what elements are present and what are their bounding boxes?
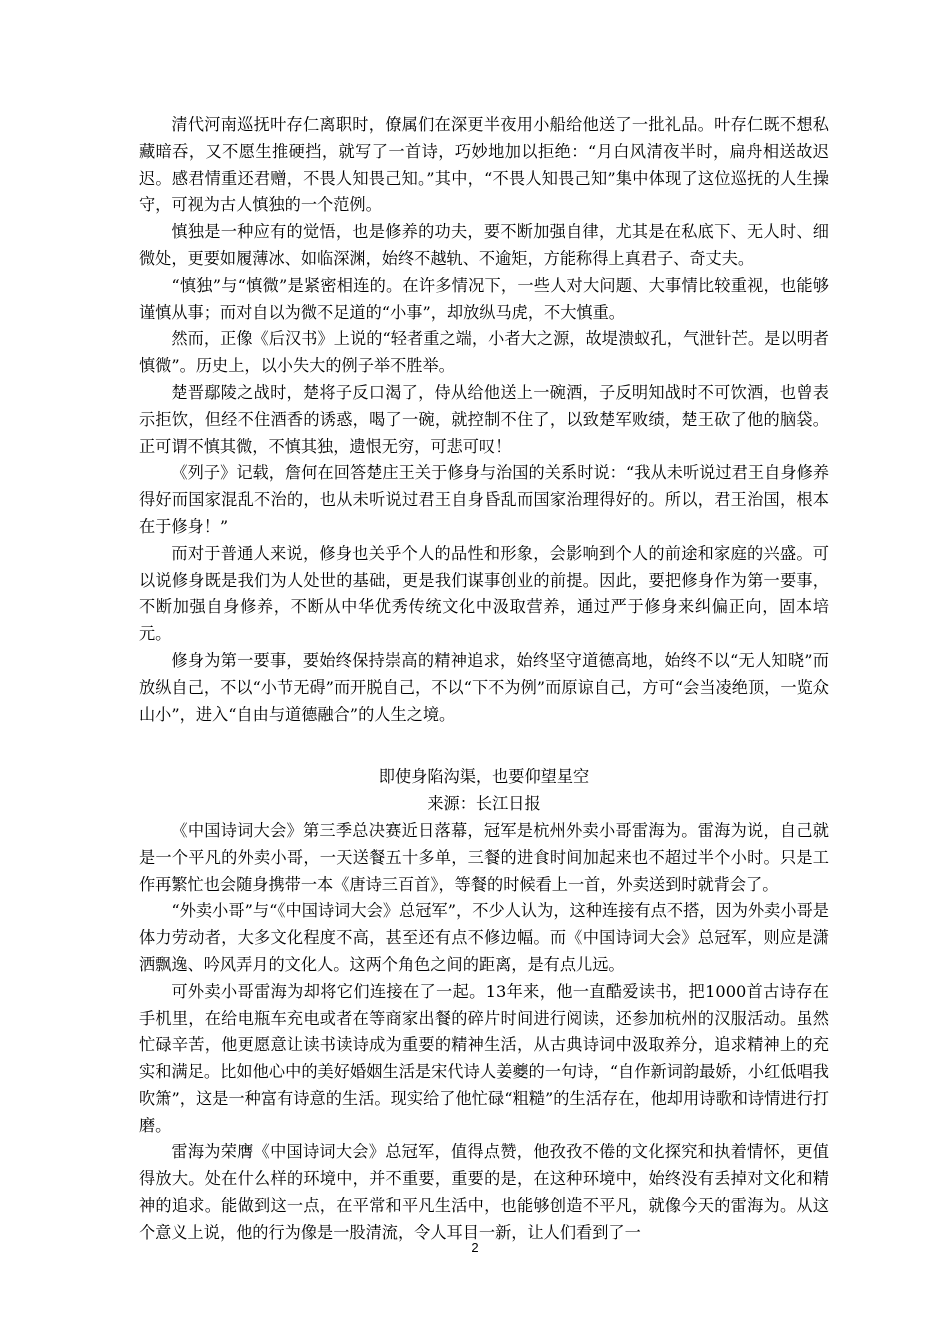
paragraph: 然而，正像《后汉书》上说的“轻者重之端，小者大之源，故堤溃蚁孔，气泄针芒。是以明者慎微”。历史上，以小失大的例子举不胜举。 [139,329,829,376]
paragraph: 楚晋鄢陵之战时，楚将子反口渴了，侍从给他送上一碗酒，子反明知战时不可饮酒，也曾表示拒饮，但经不住酒香的诱惑，喝了一碗，就控制不住了，以致楚军败绩，楚王砍了他的脑袋。正可谓不慎其微，不慎其独，遗恨无穷，可悲可叹！ [139,382,829,456]
article-source: 来源：长江日报 [427,794,541,814]
paragraph: 可外卖小哥雷海为却将它们连接在了一起。13年来，他一直酷爱读书，把1000首古诗存在手机里，在给电瓶车充电或者在等商家出餐的碎片时间进行阅读，还参加杭州的汉服活动。虽然忙碌辛苦，他更愿意让读书读诗成为重要的精神生活，从古典诗词中汲取养分，追求精神上的充实和满足。比如他心中的美好婚姻生活是宋代诗人姜夔的一句诗，“自作新词韵最娇，小红低唱我吹箫”，这是一种富有诗意的生活。现实给了他忙碌“粗糙”的生活存在，他却用诗歌和诗情进行打磨。 [139,981,829,1135]
paragraph: 而对于普通人来说，修身也关乎个人的品性和形象，会影响到个人的前途和家庭的兴盛。可以说修身既是我们为人处世的基础，更是我们谋事创业的前提。因此，要把修身作为第一要事，不断加强自身修养，不断从中华优秀传统文化中汲取营养，通过严于修身来纠偏正向，固本培元。 [139,543,829,644]
paragraph: 慎独是一种应有的觉悟，也是修养的功夫，要不断加强自律，尤其是在私底下、无人时、细微处，更要如履薄冰、如临深渊，始终不越轨、不逾矩，方能称得上真君子、奇丈夫。 [139,222,829,268]
page-content [139,112,829,1247]
paragraph: “慎独”与“慎微”是紧密相连的。在许多情况下，一些人对大问题、大事情比较重视，也能够谨慎从事；而对自以为微不足道的“小事”，却放纵马虎，不大慎重。 [139,275,829,322]
page-number: 2 [471,1240,479,1255]
paragraph: 清代河南巡抚叶存仁离职时，僚属们在深更半夜用小船给他送了一批礼品。叶存仁既不想私藏暗吞，又不愿生推硬挡，就写了一首诗，巧妙地加以拒绝：“月白风清夜半时，扁舟相送故迟迟。感君情重还君赠，不畏人知畏己知。”其中，“不畏人知畏己知”集中体现了这位巡抚的人生操守，可视为古人慎独的一个范例。 [139,115,829,215]
article-title: 即使身陷沟渠，也要仰望星空 [378,767,590,787]
paragraph: 雷海为荣膺《中国诗词大会》总冠军，值得点赞，他孜孜不倦的文化探究和执着情怀，更值得放大。处在什么样的环境中，并不重要，重要的是，在这种环境中，始终没有丢掉对文化和精神的追求。能做到这一点，在平常和平凡生活中，也能够创造不平凡，就像今天的雷海为。从这个意义上说，他的行为像是一股清流，令人耳目一新，让人们看到了一 [139,1142,829,1242]
paragraph: 《列子》记载，詹何在回答楚庄王关于修身与治国的关系时说：“我从未听说过君王自身修养得好而国家混乱不治的，也从未听说过君王自身昏乱而国家治理得好的。所以，君王治国，根本在于修身！” [139,463,829,536]
paragraph: 修身为第一要事，要始终保持崇高的精神追求，始终坚守道德高地，始终不以“无人知晓”而放纵自己，不以“小节无碍”而开脱自己，不以“下不为例”而原谅自己，方可“会当凌绝顶，一览众山小”，进入“自由与道德融合”的人生之境。 [139,650,829,724]
section-gap [139,728,829,764]
paragraph: 《中国诗词大会》第三季总决赛近日落幕，冠军是杭州外卖小哥雷海为。雷海为说，自己就是一个平凡的外卖小哥，一天送餐五十多单，三餐的进食时间加起来也不超过半个小时。只是工作再繁忙也会随身携带一本《唐诗三百首》，等餐的时候看上一首，外卖送到时就背会了。 [139,820,829,894]
paragraph: “外卖小哥”与“《中国诗词大会》总冠军”，不少人认为，这种连接有点不搭，因为外卖小哥是体力劳动者，大多文化程度不高，甚至还有点不修边幅。而《中国诗词大会》总冠军，则应是潇洒飘逸、吟风弄月的文化人。这两个角色之间的距离，是有点儿远。 [139,901,829,974]
